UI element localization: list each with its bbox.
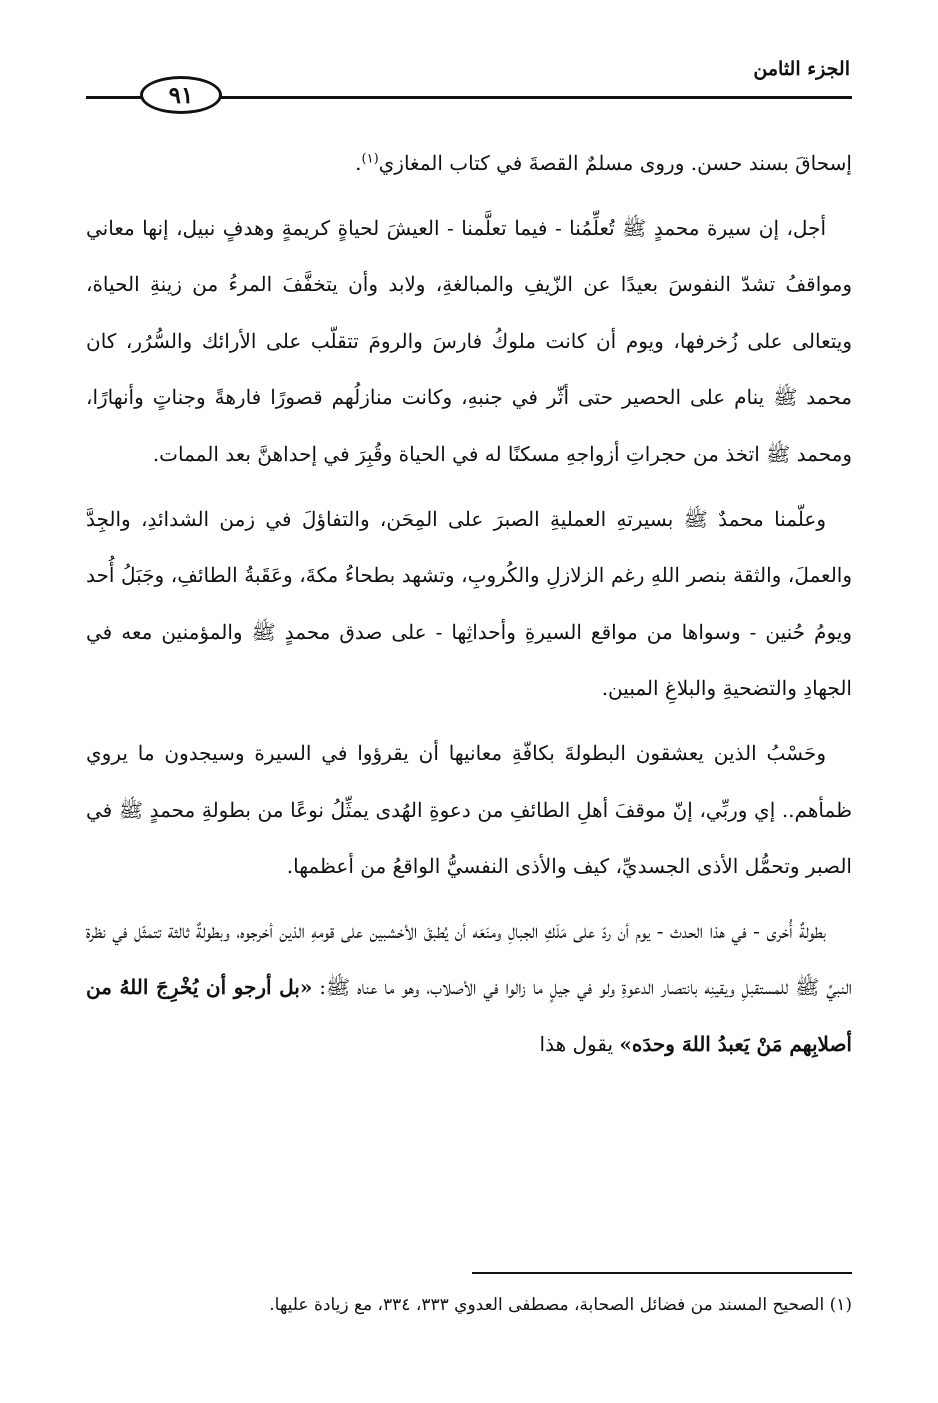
paragraph-5-text: بطولةٌ أُخرى - في هذا الحدث - يوم أن ردّ على مَلَكِ الجبالِ ومنَعَه أن يُطبقَ الأخشبين على قومهِ الذين أخرجوه، وبطولةٌ ثالثة تتمثّل في نظرة النبيِّ ﷺ للمستقبلِ ويقينِه بانتصار الدعوةِ ولو في جيلٍ ما زالوا في الأصلاب، وهو ما عناه ﷺ: bbox=[86, 918, 852, 1000]
paragraph-2: أجل، إن سيرة محمدٍ ﷺ تُعلِّمُنا - فيما تعلَّمنا - العيشَ لحياةٍ كريمةٍ وهدفٍ نبيل، إنها معاني ومواقفُ تشدّ النفوسَ بعيدًا عن الزّيفِ والمبالغةِ، ولابد وأن يتخفَّفَ المرءُ من زينةِ الحياة، ويتعالى على زُخرفها، ويوم أن كانت ملوكُ فارسَ والرومَ تتقلّب على الأرائك والسُّرُر، كان محمد ﷺ ينام على الحصير حتى أثّر في جنبهِ، وكانت منازلُهم قصورًا فارهةً وجناتٍ وأنهارًا، ومحمد ﷺ اتخذ من حجراتِ أزواجهِ مسكنًا له في الحياة وقُبِرَ في إحداهنَّ بعد الممات. bbox=[86, 215, 852, 466]
paragraph-4: وحَسْبُ الذين يعشقون البطولةَ بكافّةِ معانيها أن يقرؤوا في السيرة وسيجدون ما يروي ظمأهم.. إي وربِّي، إنّ موقفَ أهلِ الطائفِ من دعوةِ الهُدى يمثِّلُ نوعًا من بطولةِ محمدٍ ﷺ في الصبر وتحمُّل الأذى الجسديِّ، كيف والأذى النفسيُّ الواقعُ من أعظمها. bbox=[86, 740, 852, 879]
footnote-rule bbox=[472, 1272, 852, 1274]
running-head: الجزء الثامن bbox=[753, 58, 850, 80]
paragraph-5-continuation: يقول هذا bbox=[539, 1031, 614, 1056]
body-text bbox=[86, 135, 852, 1081]
paragraph-1-text: إسحاقَ بسند حسن. وروى مسلمٌ القصةَ في كتاب المغازي bbox=[378, 151, 852, 175]
paragraph-5 bbox=[86, 903, 852, 1073]
page-number: ٩١ bbox=[168, 81, 194, 109]
footnote: (١) الصحيح المسند من فضائل الصحابة، مصطفى العدوي ٣٣٣، ٣٣٤، مع زيادة عليها. bbox=[269, 1295, 852, 1315]
hadith-quote: «بل أرجو أن يُخْرِجَ اللهُ من أصلابِهم مَنْ يَعبدُ اللهَ وحدَه» bbox=[86, 975, 852, 1056]
paragraph-1: إسحاقَ بسند حسن. وروى مسلمٌ القصةَ في كتاب المغازي$^{(١)}$. bbox=[355, 151, 852, 175]
paragraph-3: وعلّمنا محمدٌ ﷺ بسيرتهِ العمليةِ الصبرَ على المِحَن، والتفاؤلَ في زمن الشدائدِ، والجِدَّ والعملَ، والثقة بنصر اللهِ رغم الزلازلِ والكُروبِ، وتشهد بطحاءُ مكةَ، وعَقَبةُ الطائفِ، وجَبَلُ أُحد ويومُ حُنين - وسواها من مواقع السيرةِ وأحداثِها - على صدق محمدٍ ﷺ والمؤمنين معه في الجهادِ والتضحيةِ والبلاغِ المبين. bbox=[86, 506, 852, 701]
page-number-badge bbox=[140, 76, 222, 114]
footnote-marker: (١) bbox=[361, 151, 379, 167]
